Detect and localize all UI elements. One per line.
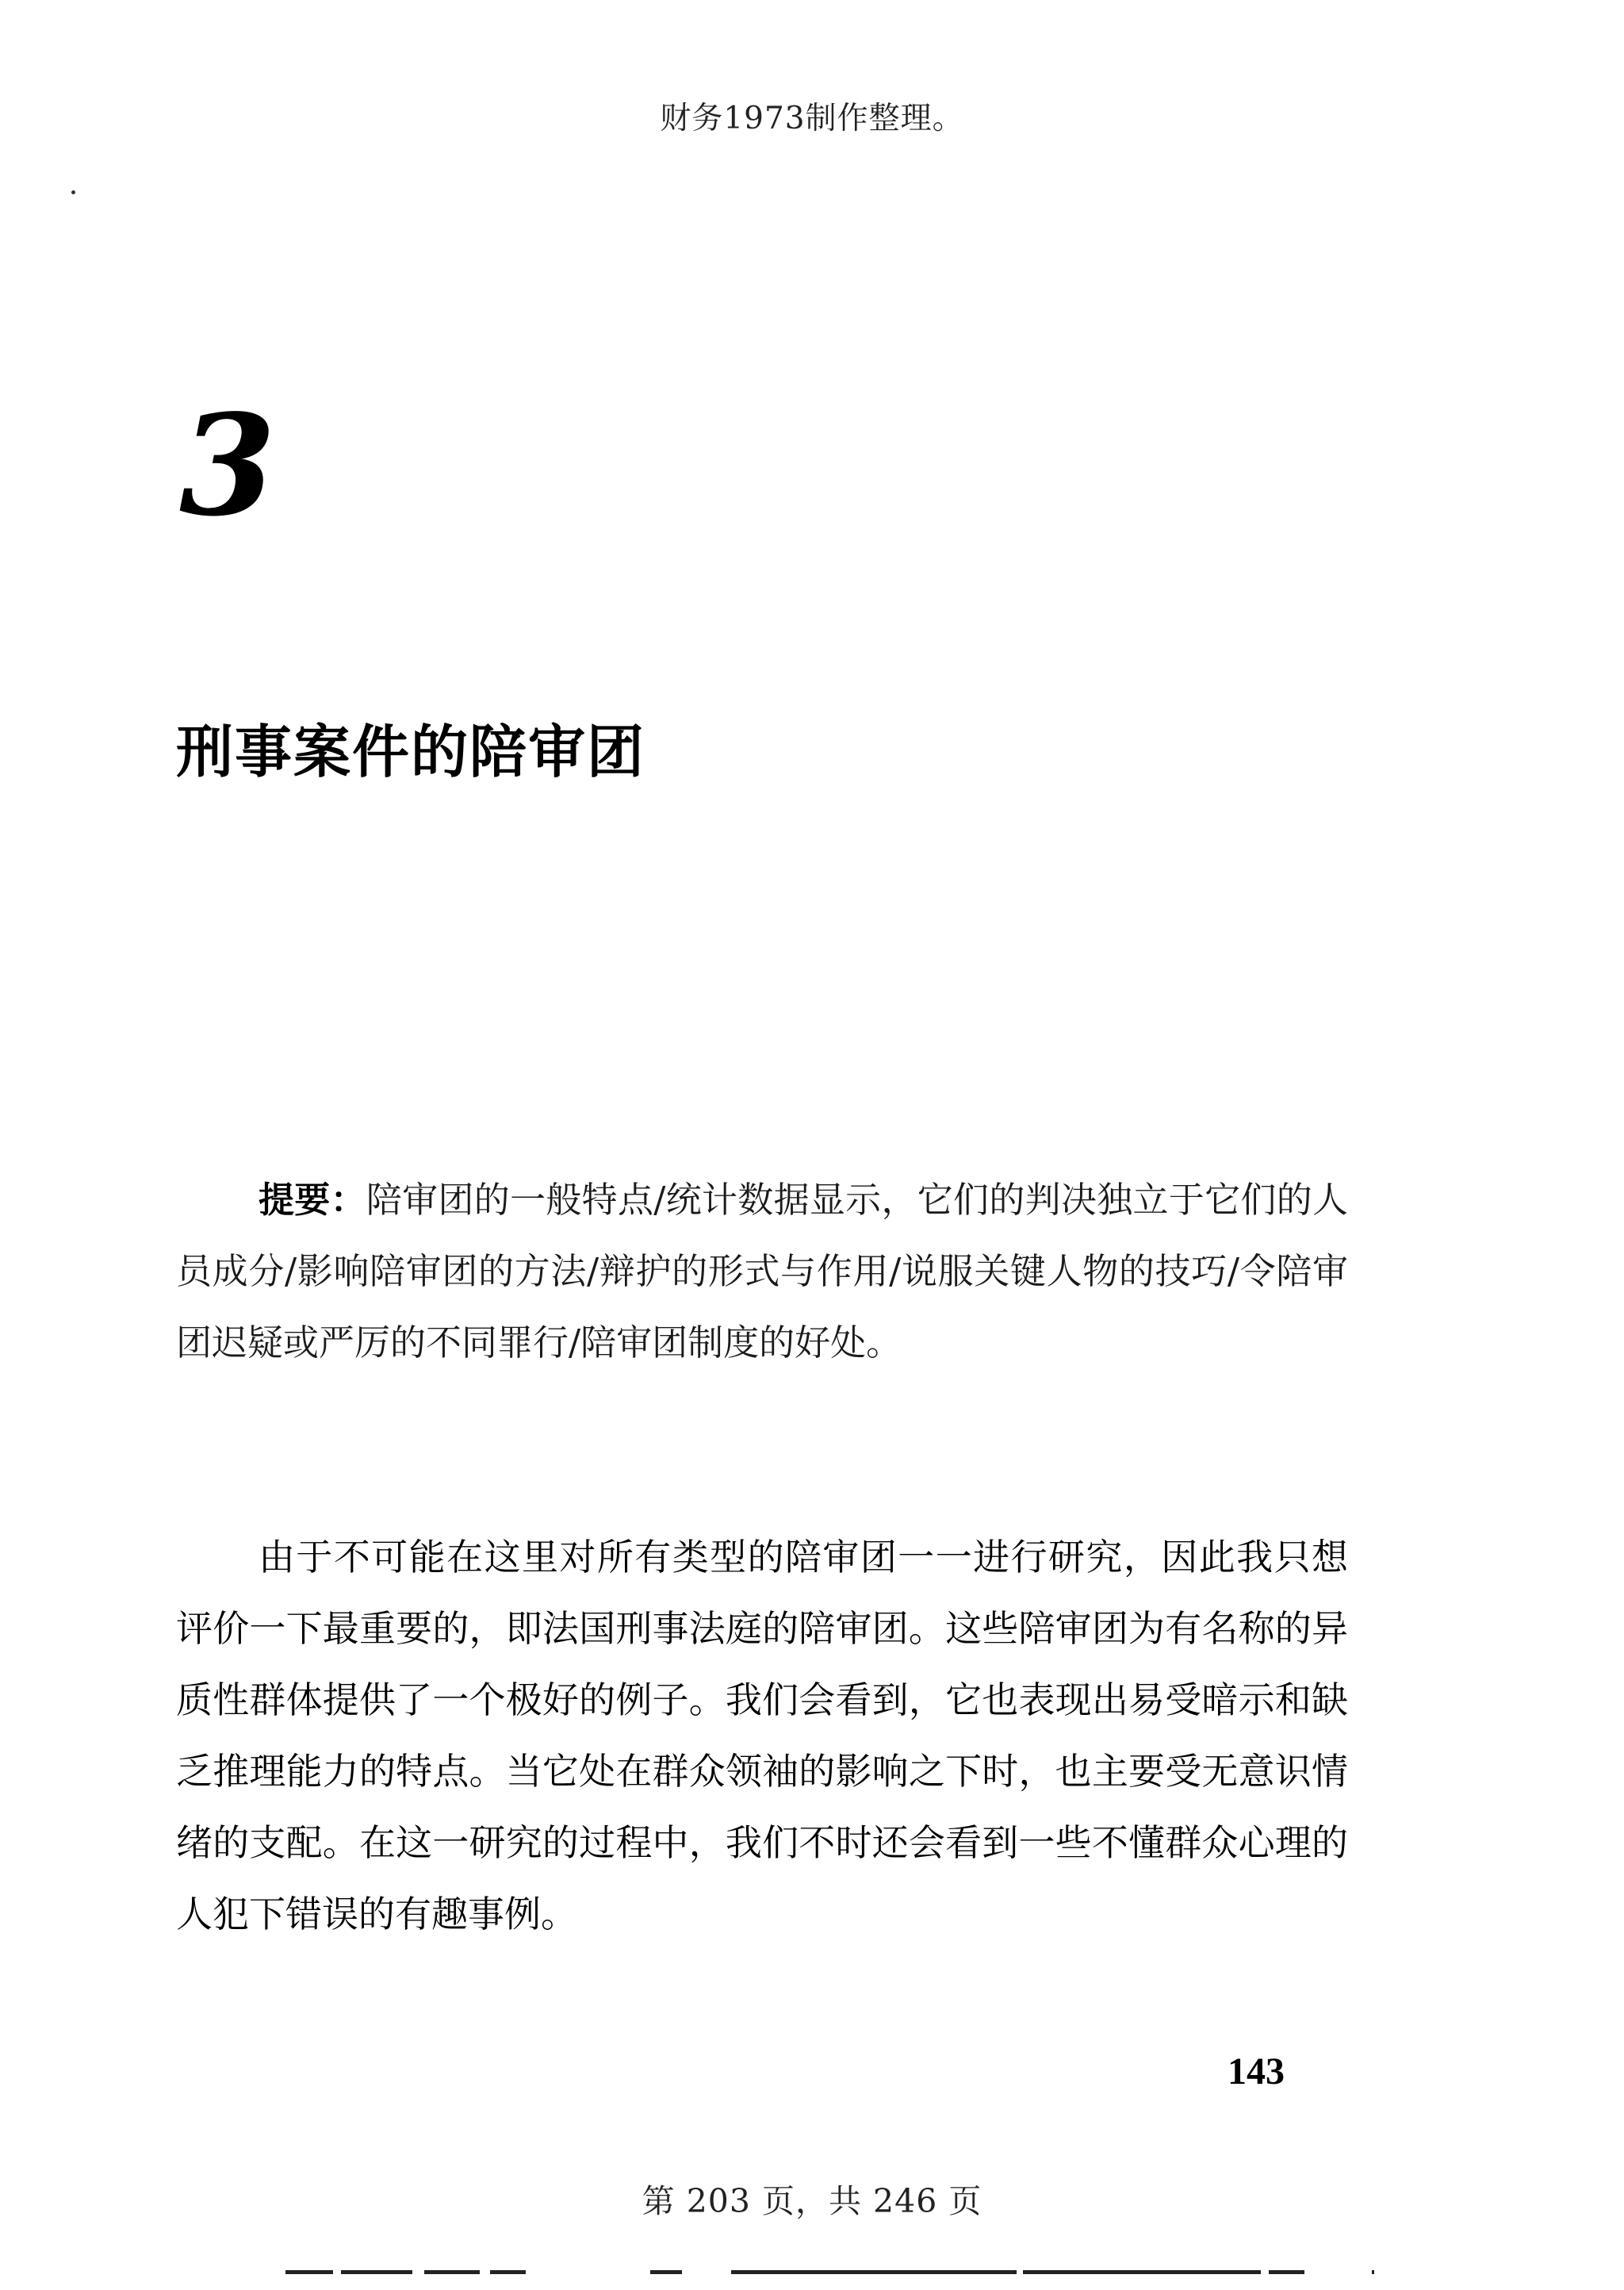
scan-speck [71,190,75,194]
abstract-text: 陪审团的一般特点/统计数据显示，它们的判决独立于它们的人员成分/影响陪审团的方法/辩护的形式与作用/说服关键人物的技巧/令陪审团迟疑或严厉的不同罪行/陪审团制度的好处。 [176,1179,1348,1364]
chapter-abstract [176,1164,1348,1379]
header-watermark: 财务1973制作整理。 [660,101,964,136]
chapter-number: 3 [179,385,276,547]
footer-pagination: 第 203 页，共 246 页 [642,2182,982,2220]
body-paragraph: 由于不可能在这里对所有类型的陪审团一一进行研究，因此我只想评价一下最重要的，即法国刑事法庭的陪审团。这些陪审团为有名称的异质性群体提供了一个极好的例子。我们会看到，它也表现出易受暗示和缺乏推理能力的特点。当它处在群众领袖的影响之下时，也主要受无意识情绪的支配。在这一研究的过程中，我们不时还会看到一些不懂群众心理的人犯下错误的有趣事例。 [176,1536,1348,1935]
page-number: 143 [1228,2050,1285,2092]
abstract-label: 提要： [259,1179,366,1221]
chapter-title: 刑事案件的陪审团 [176,719,646,785]
